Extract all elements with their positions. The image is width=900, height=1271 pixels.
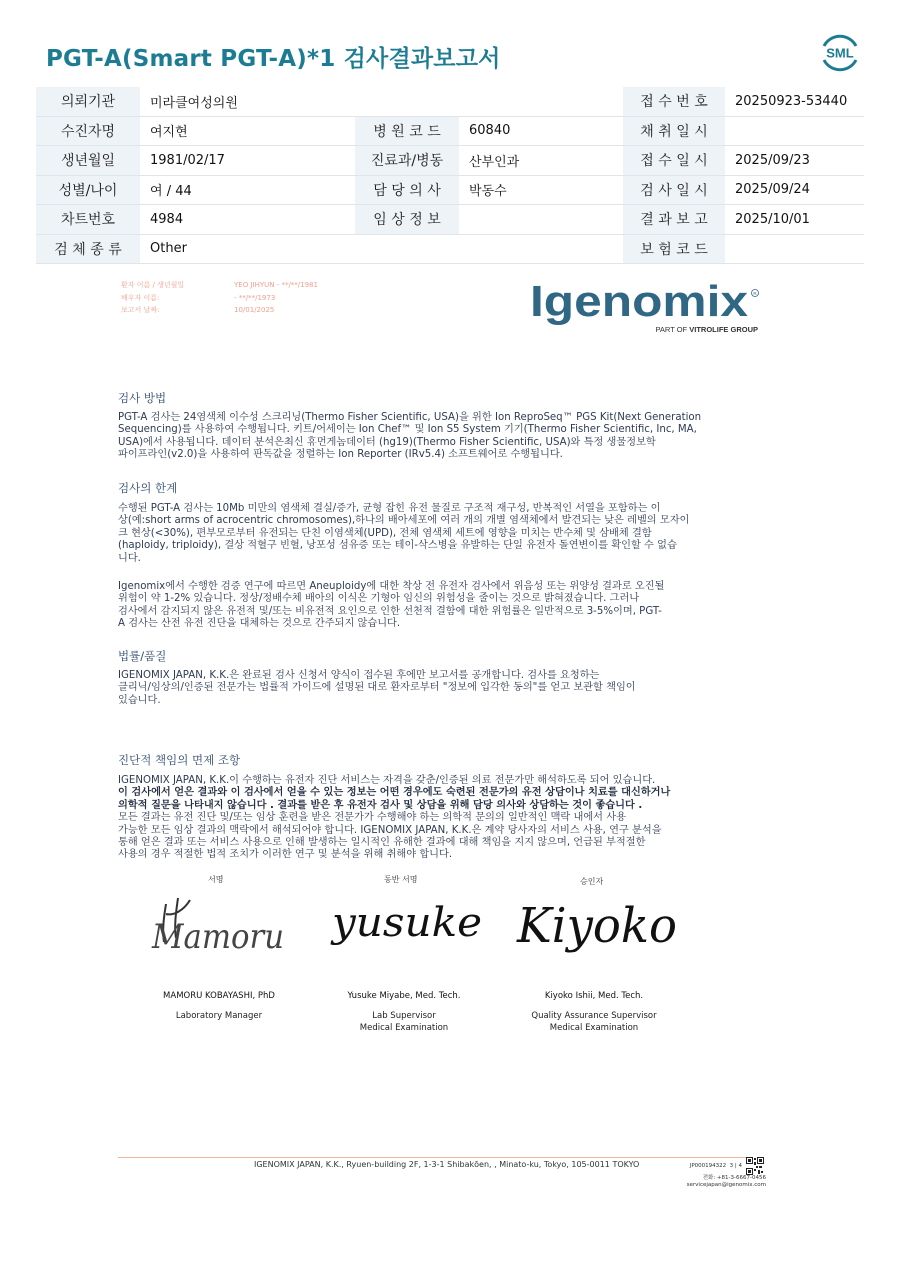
- method-heading: 검사 방법: [118, 391, 167, 405]
- signature-image-3: [513, 884, 683, 968]
- footer-email: servicejapan@igenomix.com: [686, 1182, 766, 1188]
- limits-text-1: [118, 503, 758, 565]
- signature-3-text: Kiyoko: [516, 898, 677, 954]
- info-value: 60840: [459, 116, 623, 146]
- legal-line: 클리닉/임상의/인증된 전문가는 법률적 가이드에 설명된 대로 환자로부터 "정보에 입각한 동의"를 얻고 보관할 책임이: [118, 682, 636, 694]
- info-row: [36, 87, 864, 116]
- info-value: [459, 87, 623, 116]
- patient-info-values: [234, 279, 318, 317]
- limits-line: A 검사는 산전 유전 진단을 대체하는 것으로 간주되지 않습니다.: [118, 618, 401, 630]
- info-value: 여지현: [140, 116, 355, 146]
- limits-line: 상(예:short arms of acrocentric chromosomes),하나의 배아세포에 여러 개의 개별 염색체에서 발견되는 낮은 레벨의 모자이: [118, 515, 690, 527]
- disclaimer-line: 가능한 모든 임상 결과의 맥락에서 해석되어야 합니다. IGENOMIX JAPAN, K.K.은 계약 당사자의 서비스 사용, 연구 분석을: [118, 824, 662, 836]
- limits-line: 검사에서 감지되지 않은 유전적 및/또는 비유전적 요인으로 인한 선천적 결함에 대한 위험률은 일반적으로 3-5%이며, PGT-: [118, 605, 662, 617]
- spouse-name-value: - **/**/1973: [234, 293, 276, 302]
- info-label: 접 수 일 시: [623, 146, 725, 176]
- info-value: [725, 116, 864, 146]
- info-value: [725, 234, 864, 264]
- info-value: 20250923-53440: [725, 87, 864, 116]
- info-label: 검 사 일 시: [623, 175, 725, 205]
- patient-name-value: YEO JIHYUN - **/**/1981: [234, 281, 318, 289]
- info-label: 성별/나이: [36, 175, 140, 205]
- signature-label-2: 동반 서명: [384, 875, 418, 884]
- footer-address: IGENOMIX JAPAN, K.K., Ryuen-building 2F, 1-3-1 Shibakōen, , Minato-ku, Tokyo, 105-0011 TOKYO: [254, 1160, 640, 1169]
- info-label: 채 취 일 시: [623, 116, 725, 146]
- info-label: [355, 87, 459, 116]
- limits-line: 수행된 PGT-A 검사는 10Mb 미만의 염색체 결실/증가, 균형 잡힌 유전 물질로 구조적 재구성, 반복적인 서열을 포함하는 이: [118, 503, 661, 514]
- method-line: USA)에서 사용됩니다. 데이터 분석은최신 휴먼게놈데이터 (hg19)(Thermo Fisher Scientific, USA)와 특정 생물정보학: [118, 436, 656, 448]
- legal-line: 있습니다.: [118, 694, 161, 706]
- info-label: 진료과/병동: [355, 146, 459, 176]
- footer-divider: [118, 1157, 762, 1158]
- legal-heading: 법률/품질: [118, 649, 167, 663]
- patient-name-label: 환자 이름 / 생년월일: [121, 281, 185, 289]
- info-row: [36, 116, 864, 146]
- method-text: [118, 412, 758, 462]
- info-label: 임 상 정 보: [355, 205, 459, 235]
- signer-role-line: Laboratory Manager: [175, 1011, 263, 1021]
- info-value: 산부인과: [459, 146, 623, 176]
- info-label: 보 험 코 드: [623, 234, 725, 264]
- method-line: Sequencing)를 사용하여 수행됩니다. 키트/어세이는 Ion Chef™ 및 Ion S5 System 기기(Thermo Fisher Scientific, Inc, MA,: [118, 424, 697, 436]
- report-date-label: 보고서 날짜:: [121, 306, 160, 314]
- info-value: 2025/09/23: [725, 146, 864, 176]
- signature-label-3: 승인자: [580, 877, 604, 886]
- info-label: 접 수 번 호: [623, 87, 725, 116]
- info-value: 1981/02/17: [140, 146, 355, 176]
- info-row: [36, 146, 864, 176]
- info-value: Other: [140, 234, 355, 264]
- signer-3-role: [509, 1011, 679, 1034]
- info-label: 수진자명: [36, 116, 140, 146]
- signature-image-2: [328, 890, 488, 964]
- method-line: 파이프라인(v2.0)을 사용하여 판독값을 정렬하는 Ion Reporter (IRv5.4) 소프트웨어로 수행됩니다.: [118, 449, 563, 461]
- signer-role-line: Lab Supervisor: [372, 1011, 436, 1021]
- footer-doc-code: JP000194322: [689, 1163, 727, 1169]
- signature-image-1: [144, 886, 294, 970]
- svg-text:PART OF VITROLIFE GROUP: [655, 325, 758, 334]
- sml-logo: [818, 30, 862, 74]
- spouse-name-label: 배우자 이름:: [121, 293, 160, 302]
- info-row: [36, 205, 864, 235]
- info-value: 여 / 44: [140, 175, 355, 205]
- disclaimer-line: 사용의 경우 적절한 법적 조치가 이러한 연구 및 분석을 위해 취해야 합니다.: [118, 849, 453, 861]
- signer-role-line: Medical Examination: [359, 1022, 449, 1033]
- info-label: 생년월일: [36, 146, 140, 176]
- info-label: 검 체 종 류: [36, 234, 140, 264]
- info-value: 2025/10/01: [725, 205, 864, 235]
- qr-code-icon: [746, 1157, 764, 1179]
- disclaimer-bold-line: 의학적 질문을 나타내지 않습니다 . 결과를 받은 후 유전자 검사 및 상담을 위해 담당 의사와 상담하는 것이 좋습니다 .: [118, 799, 643, 811]
- method-line: PGT-A 검사는 24염색체 이수성 스크리닝(Thermo Fisher Scientific, USA)을 위한 Ion ReproSeq™ PGS Kit(Next Generation: [118, 412, 702, 423]
- report-date-value: 10/01/2025: [234, 306, 275, 314]
- info-value: 2025/09/24: [725, 175, 864, 205]
- disclaimer-line: IGENOMIX JAPAN, K.K.이 수행하는 유전자 진단 서비스는 자격을 갖춘/인증된 의료 전문가만 해석하도록 되어 있습니다.: [118, 775, 656, 786]
- info-row: [36, 234, 864, 264]
- signer-role-line: Medical Examination: [549, 1022, 639, 1033]
- igenomix-tagline-brand: VITROLIFE GROUP: [689, 325, 758, 334]
- svg-text:R: R: [753, 291, 757, 296]
- limits-line: Igenomix에서 수행한 검증 연구에 따르면 Aneuploidy에 대한 착상 전 유전자 검사에서 위음성 또는 위양성 결과로 오진될: [118, 581, 665, 592]
- disclaimer-text: [118, 775, 758, 862]
- signature-1-text: Mamoru: [151, 917, 284, 957]
- info-value: 미라클여성의원: [140, 87, 355, 116]
- disclaimer-bold-line: 이 검사에서 얻은 결과와 이 검사에서 얻을 수 있는 정보는 어떤 경우에도 숙련된 전문가의 유전 상담이나 치료를 대신하거나: [118, 787, 671, 799]
- signer-3-name: Kiyoko Ishii, Med. Tech.: [544, 991, 644, 1001]
- footer-phone: 전화: +81-3-6667-0456: [702, 1175, 766, 1181]
- patient-info-table: [36, 87, 864, 264]
- signature-label-1: 서명: [208, 875, 224, 884]
- footer-page: 3 | 4: [729, 1163, 742, 1169]
- info-value: 4984: [140, 205, 355, 235]
- info-value: [459, 234, 623, 264]
- disclaimer-line: 모든 결과는 유전 진단 및/또는 임상 훈련을 받은 전문가가 수행해야 하는 의학적 문의의 일반적인 맥락 내에서 사용: [118, 812, 626, 824]
- info-label: 담 당 의 사: [355, 175, 459, 205]
- info-label: [355, 234, 459, 264]
- info-label: 병 원 코 드: [355, 116, 459, 146]
- disclaimer-heading: 진단적 책임의 면제 조항: [118, 753, 241, 767]
- signature-2-text: yusuke: [329, 900, 482, 946]
- limits-line: (haploidy, triploidy), 결상 적혈구 빈혈, 낭포성 섬유증 또는 테이-삭스병을 유발하는 단일 유전자 돌연변이를 확인할 수 없습: [118, 540, 677, 552]
- limits-line: 크 현상(<30%), 편부모로부터 유전되는 단친 이염색체(UPD), 전체 염색체 세트에 영향을 미치는 반수체 및 삼배체 결함: [118, 527, 652, 539]
- info-value: [459, 205, 623, 235]
- info-value: 박동수: [459, 175, 623, 205]
- info-label: 의뢰기관: [36, 87, 140, 116]
- signer-role-line: Quality Assurance Supervisor: [531, 1011, 657, 1021]
- legal-line: IGENOMIX JAPAN, K.K.은 완료된 검사 신청서 양식이 접수된 후에만 보고서를 공개합니다. 검사를 요청하는: [118, 670, 600, 681]
- limits-line: 니다.: [118, 552, 141, 564]
- info-label: 차트번호: [36, 205, 140, 235]
- legal-text: [118, 670, 758, 707]
- report-title: PGT-A(Smart PGT-A)*1 검사결과보고서: [46, 46, 501, 72]
- patient-info-labels: [121, 279, 184, 317]
- info-label: 결 과 보 고: [623, 205, 725, 235]
- igenomix-tagline-prefix: PART OF: [655, 325, 690, 334]
- signer-1-role: [134, 1011, 304, 1023]
- info-row: [36, 175, 864, 205]
- signer-1-name: MAMORU KOBAYASHI, PhD: [163, 991, 275, 1001]
- signer-2-name: Yusuke Miyabe, Med. Tech.: [347, 991, 461, 1001]
- footer-meta: [676, 1163, 742, 1170]
- disclaimer-line: 통해 얻은 결과 또는 서비스 사용으로 인해 발생하는 일시적인 유해한 결과에 대해 책임을 지지 않으며, 언급된 부적절한: [118, 837, 646, 849]
- limits-line: 위험이 약 1-2% 있습니다. 정상/정배수체 배아의 이식은 기형아 임신의 위험성을 줄이는 것으로 밝혀졌습니다. 그러나: [118, 593, 640, 605]
- limits-text-2: [118, 581, 758, 631]
- limits-heading: 검사의 한계: [118, 481, 178, 495]
- sml-logo-text: SML: [826, 45, 854, 61]
- igenomix-wordmark: Igenomix: [530, 277, 749, 326]
- signer-2-role: [319, 1011, 489, 1034]
- igenomix-logo: [530, 276, 762, 336]
